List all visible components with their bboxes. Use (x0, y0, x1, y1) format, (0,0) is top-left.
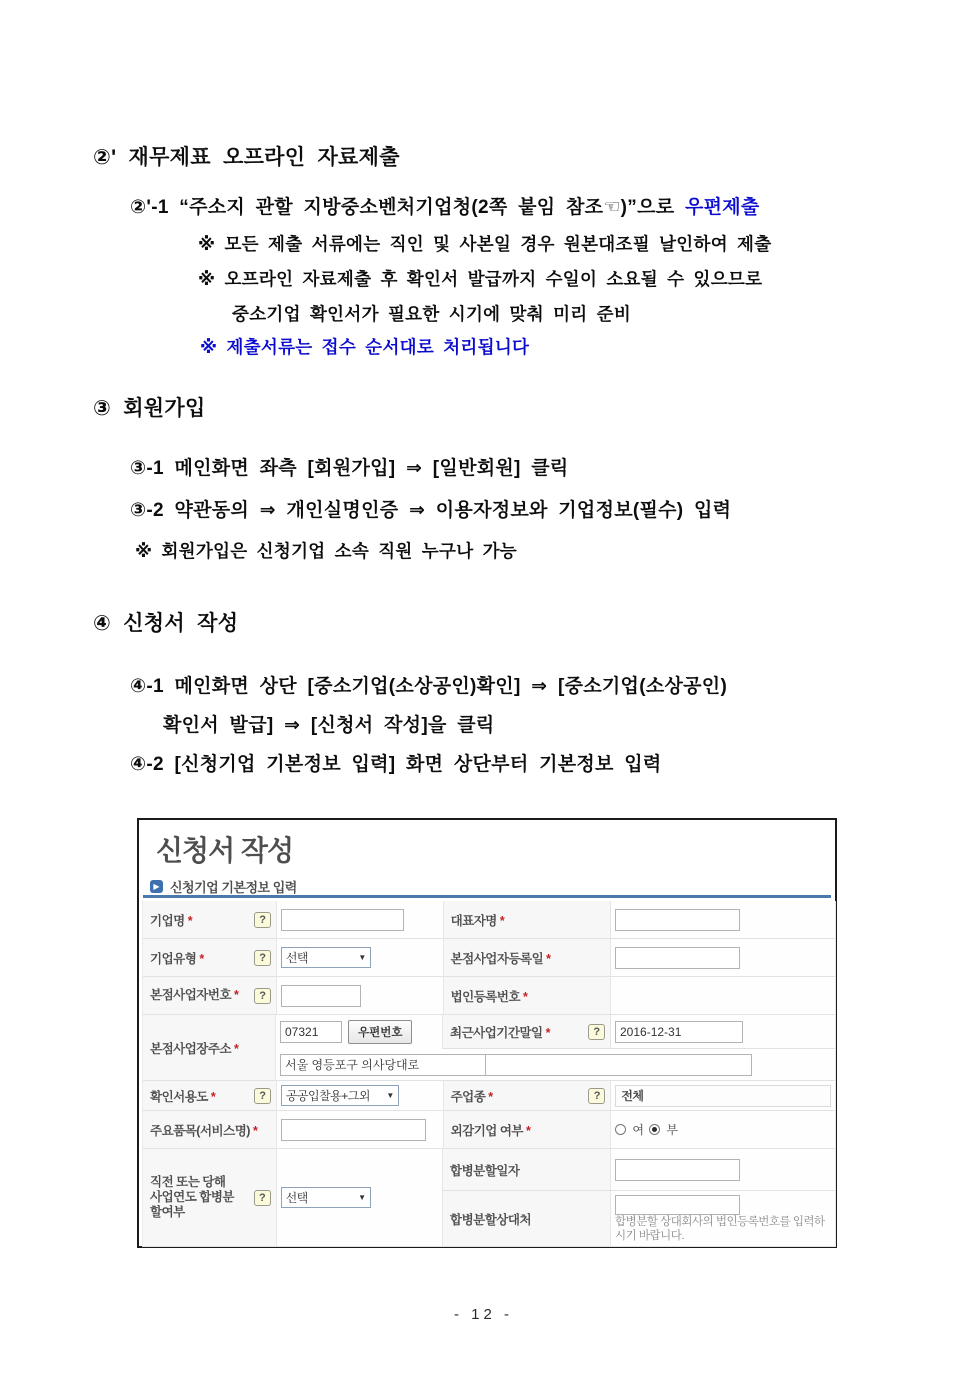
required-mark: * (210, 1089, 216, 1104)
audit-yes-radio[interactable] (615, 1124, 626, 1135)
chevron-down-icon: ▼ (358, 953, 366, 962)
merge-date-label-cell (443, 1149, 611, 1191)
help-icon[interactable]: ? (254, 1190, 271, 1206)
hq-reg-date-input[interactable] (615, 947, 740, 969)
postal-code-input[interactable] (280, 1021, 342, 1043)
main-industry-label-cell (444, 1081, 612, 1111)
table-row (143, 1149, 836, 1247)
cert-use-label-cell (143, 1081, 277, 1111)
recent-period-label: 최근사업기간말일 (450, 1025, 543, 1040)
section2-item1 (130, 192, 760, 219)
hq-reg-date-label-cell (444, 939, 612, 977)
chevron-down-icon: ▼ (358, 1193, 366, 1202)
hq-address-label: 본점사업장주소 (150, 1041, 232, 1056)
section2-note1: ※ 모든 제출 서류에는 직인 및 사본일 경우 원본대조필 날인하여 제출 (198, 234, 772, 254)
section2-item1-emphasis: 우편제출 (684, 197, 760, 218)
merge-status-select[interactable] (281, 1187, 371, 1208)
table-row (143, 1111, 836, 1149)
recent-period-input[interactable] (615, 1021, 743, 1043)
main-industry-value: 전체 (615, 1085, 831, 1107)
table-row (143, 1015, 836, 1081)
ceo-name-label-cell (444, 901, 612, 939)
audit-label: 외감기업 여부 (450, 1123, 523, 1138)
form-section-label: 신청기업 기본정보 입력 (170, 880, 297, 895)
section-divider (143, 895, 831, 898)
section3-heading: ③ 회원가입 (93, 397, 206, 420)
required-mark: * (187, 913, 193, 928)
section2-note2-line1: ※ 오프라인 자료제출 후 확인서 발급까지 수일이 소요될 수 있으므로 (198, 269, 763, 289)
company-type-select[interactable] (281, 947, 371, 968)
hq-reg-date-label: 본점사업자등록일 (450, 951, 544, 966)
hq-reg-date-field-cell (611, 939, 836, 977)
help-icon[interactable]: ? (254, 912, 271, 928)
address-input-2[interactable] (486, 1054, 752, 1076)
required-mark: * (252, 1123, 258, 1138)
merge-partner-label: 합병분할상대처 (450, 1212, 532, 1227)
page-number: - 12 - (453, 1306, 513, 1323)
table-row (143, 1081, 836, 1111)
basic-info-table (142, 901, 836, 1247)
main-industry-label: 주업종 (450, 1089, 486, 1104)
help-icon[interactable]: ? (588, 1024, 605, 1040)
required-mark: * (545, 1025, 550, 1040)
form-section-header (150, 877, 297, 896)
section4-item2: ④-2 [신청기업 기본정보 입력] 화면 상단부터 기본정보 입력 (130, 754, 662, 775)
merge-status-label: 직전 또는 당해 사업연도 합병분할여부 (150, 1175, 234, 1219)
chevron-down-icon: ▼ (386, 1091, 394, 1100)
company-name-input[interactable] (281, 909, 404, 931)
main-product-label-cell (143, 1111, 277, 1149)
merge-partner-field-cell (611, 1191, 836, 1247)
section3-item2: ③-2 약관동의 ⇒ 개인실명인증 ⇒ 이용자정보와 기업정보(필수) 입력 (130, 500, 732, 521)
help-icon[interactable]: ? (254, 950, 271, 966)
section4-heading: ④ 신청서 작성 (93, 612, 239, 635)
required-mark: * (499, 913, 505, 928)
company-name-field-cell (277, 901, 444, 939)
section2-note2-line2: 중소기업 확인서가 필요한 시기에 맞춰 미리 준비 (232, 304, 632, 324)
address-input-1[interactable] (280, 1054, 486, 1076)
main-industry-field-cell (611, 1081, 836, 1111)
hq-biz-no-field-cell (277, 977, 444, 1015)
company-type-selected: 선택 (285, 951, 308, 965)
main-product-label: 주요품목(서비스명) (150, 1123, 250, 1138)
required-mark: * (546, 951, 551, 966)
section4-item1-line1: ④-1 메인화면 상단 [중소기업(소상공인)확인] ⇒ [중소기업(소상공인) (130, 676, 728, 697)
table-row (143, 977, 836, 1015)
merge-partner-input[interactable] (615, 1195, 740, 1215)
help-icon[interactable]: ? (254, 1088, 271, 1104)
form-page-title: 신청서 작성 (156, 835, 294, 866)
audit-field-cell (611, 1111, 836, 1149)
audit-yes-label: 여 (632, 1123, 644, 1137)
required-mark: * (488, 1089, 493, 1104)
section3-note1: ※ 회원가입은 신청기업 소속 직원 누구나 가능 (135, 541, 517, 561)
merge-date-label: 합병분할일자 (450, 1163, 520, 1178)
main-product-field-cell (277, 1111, 444, 1149)
hq-biz-no-label: 본점사업자번호 (150, 988, 232, 1002)
required-mark: * (523, 989, 528, 1004)
audit-no-label: 부 (666, 1123, 678, 1137)
section2-heading: ②' 재무제표 오프라인 자료제출 (93, 146, 400, 169)
merge-partner-label-cell (443, 1191, 611, 1247)
section4-item1-line2: 확인서 발급] ⇒ [신청서 작성]을 클릭 (163, 715, 495, 736)
ceo-name-field-cell (611, 901, 836, 939)
cert-use-selected: 공공입찰용+그외 (285, 1089, 370, 1103)
company-type-label-cell (143, 939, 277, 977)
table-row (143, 939, 836, 977)
table-row (143, 901, 836, 939)
audit-no-radio[interactable] (649, 1124, 660, 1135)
postal-code-button[interactable]: 우편번호 (348, 1020, 412, 1044)
section-bullet-icon: ▶ (150, 880, 163, 893)
section2-item1-text: ②'-1 “주소지 관할 지방중소벤처기업청(2쪽 붙임 참조☜)”으로 (130, 197, 685, 218)
help-icon[interactable]: ? (254, 988, 271, 1004)
merge-status-selected: 선택 (285, 1191, 308, 1205)
required-mark: * (234, 1041, 239, 1056)
audit-label-cell (444, 1111, 612, 1149)
company-name-label: 기업명 (150, 913, 185, 928)
help-icon[interactable]: ? (588, 1088, 605, 1104)
hq-biz-no-label-cell (143, 977, 277, 1015)
recent-period-label-cell (443, 1015, 611, 1049)
required-mark: * (526, 1123, 531, 1138)
main-product-input[interactable] (281, 1119, 426, 1141)
ceo-name-input[interactable] (615, 909, 740, 931)
cert-use-select[interactable] (281, 1085, 399, 1106)
section2-note3: ※ 제출서류는 접수 순서대로 처리됩니다 (200, 337, 530, 357)
corp-reg-no-field-cell (611, 977, 836, 1015)
required-mark: * (234, 988, 239, 1002)
hq-biz-no-input[interactable] (281, 985, 361, 1007)
address-cell (276, 1049, 836, 1081)
required-mark: * (199, 951, 204, 966)
hq-address-label-cell (143, 1015, 276, 1081)
ceo-name-label: 대표자명 (450, 913, 497, 928)
application-form-screenshot (137, 818, 837, 1248)
merge-status-field-cell (277, 1149, 443, 1247)
postal-code-cell (276, 1015, 443, 1049)
company-name-label-cell (143, 901, 277, 939)
cert-use-field-cell (277, 1081, 444, 1111)
merge-date-field-cell (611, 1149, 836, 1191)
cert-use-label: 확인서용도 (150, 1089, 208, 1104)
company-type-field-cell (277, 939, 444, 977)
merge-status-label-cell (143, 1149, 277, 1247)
company-type-label: 기업유형 (150, 951, 197, 966)
merge-partner-hint: 합병분할 상대회사의 법인등록번호를 입력하시기 바랍니다. (615, 1216, 825, 1242)
corp-reg-no-label-cell (444, 977, 612, 1015)
corp-reg-no-label: 법인등록번호 (450, 989, 521, 1004)
audit-radio-group (615, 1121, 677, 1138)
recent-period-field-cell (611, 1015, 836, 1049)
merge-date-input[interactable] (615, 1159, 740, 1181)
section3-item1: ③-1 메인화면 좌측 [회원가입] ⇒ [일반회원] 클릭 (130, 458, 569, 479)
